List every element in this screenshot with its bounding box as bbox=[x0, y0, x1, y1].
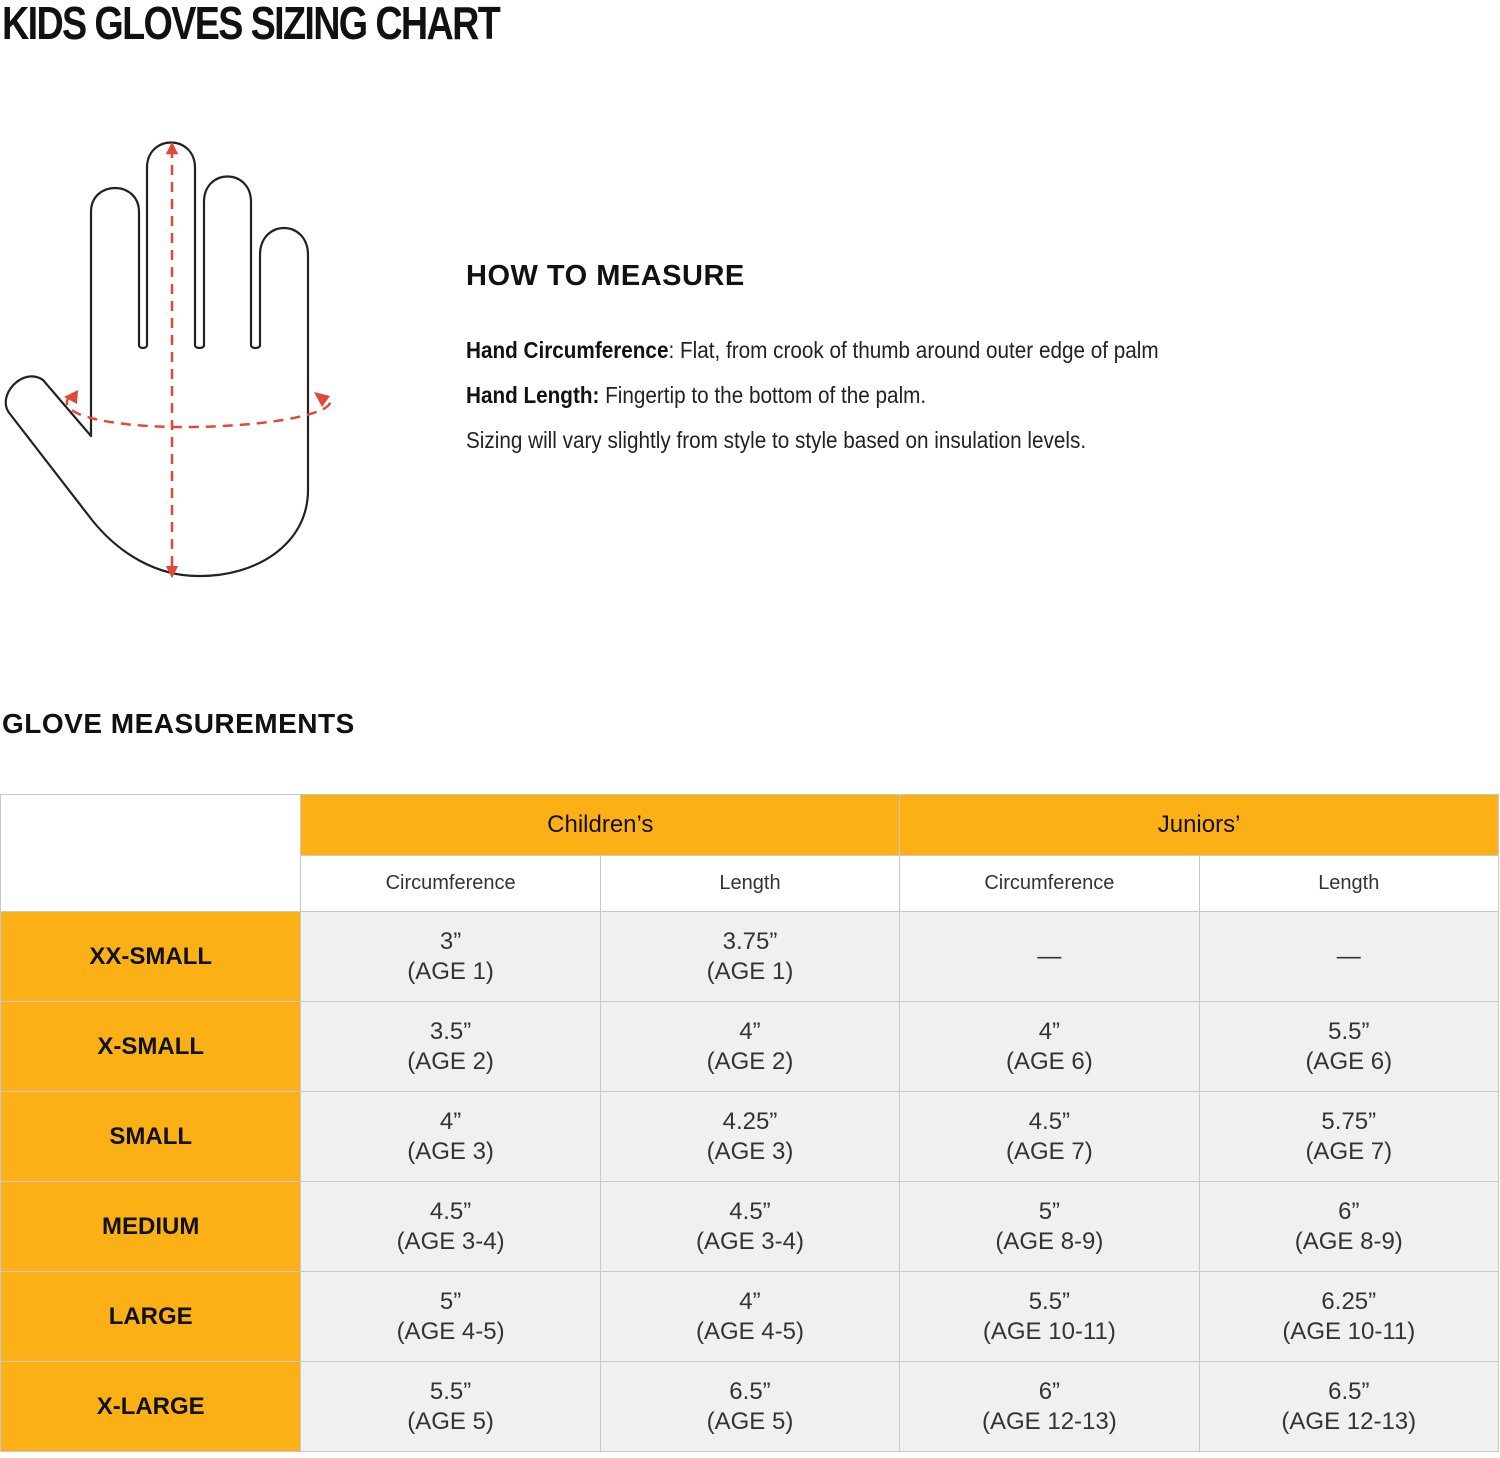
hand-outline bbox=[6, 143, 308, 577]
age-range: (AGE 2) bbox=[407, 1047, 494, 1075]
age-range: (AGE 7) bbox=[1305, 1137, 1393, 1165]
age-range: (AGE 6) bbox=[1305, 1047, 1393, 1075]
size-label: X-SMALL bbox=[1, 1002, 301, 1092]
age-range: (AGE 12-13) bbox=[982, 1407, 1117, 1435]
cell-childrens-circumference bbox=[301, 912, 600, 1002]
age-range: (AGE 4-5) bbox=[695, 1317, 804, 1345]
page-title: KIDS GLOVES SIZING CHART bbox=[2, 0, 500, 49]
measurement-value: 6.5” bbox=[729, 1377, 771, 1405]
cell-juniors-length bbox=[1199, 1362, 1498, 1452]
column-header-childrens-length: Length bbox=[600, 856, 899, 912]
circumference-label: Hand Circumference bbox=[466, 337, 669, 363]
measurement-value: 5” bbox=[1038, 1197, 1061, 1225]
age-range: (AGE 8-9) bbox=[1294, 1227, 1403, 1255]
cell-childrens-length bbox=[600, 912, 899, 1002]
measurement-value: 4” bbox=[1038, 1017, 1061, 1045]
cell-juniors-length bbox=[1199, 912, 1498, 1002]
size-label: X-LARGE bbox=[1, 1362, 301, 1452]
cell-childrens-length bbox=[600, 1092, 899, 1182]
size-label: XX-SMALL bbox=[1, 912, 301, 1002]
hand-outline-icon bbox=[0, 140, 340, 580]
cell-juniors-length bbox=[1199, 1092, 1498, 1182]
size-label: LARGE bbox=[1, 1272, 301, 1362]
column-header-juniors-length: Length bbox=[1199, 856, 1498, 912]
table-row bbox=[1, 1272, 1499, 1362]
age-range: (AGE 5) bbox=[706, 1407, 794, 1435]
column-header-childrens-circumference: Circumference bbox=[301, 856, 600, 912]
measurement-value: 4.25” bbox=[722, 1107, 778, 1135]
measurement-value: 5.5” bbox=[1328, 1017, 1370, 1045]
age-range: (AGE 4-5) bbox=[396, 1317, 505, 1345]
measurement-value: 3” bbox=[439, 927, 462, 955]
measurement-value: 6” bbox=[1038, 1377, 1061, 1405]
measurement-value: 4” bbox=[439, 1107, 462, 1135]
size-label: SMALL bbox=[1, 1092, 301, 1182]
age-range: (AGE 2) bbox=[706, 1047, 794, 1075]
table-row bbox=[1, 1002, 1499, 1092]
cell-childrens-circumference bbox=[301, 1182, 600, 1272]
table-row bbox=[1, 1182, 1499, 1272]
measurement-value: 6” bbox=[1338, 1197, 1360, 1225]
measurement-value: 5.75” bbox=[1321, 1107, 1377, 1135]
measurement-value: 4” bbox=[739, 1017, 761, 1045]
corner-cell bbox=[1, 795, 301, 912]
circumference-instruction bbox=[466, 328, 1159, 373]
age-range: (AGE 1) bbox=[706, 957, 794, 985]
cell-juniors-length bbox=[1199, 1002, 1498, 1092]
length-label: Hand Length: bbox=[466, 382, 600, 408]
table-row bbox=[1, 1092, 1499, 1182]
measurement-value: — bbox=[1037, 942, 1062, 970]
length-text: Fingertip to the bottom of the palm. bbox=[599, 382, 927, 408]
age-range: (AGE 3) bbox=[407, 1137, 494, 1165]
size-label: MEDIUM bbox=[1, 1182, 301, 1272]
age-range: (AGE 6) bbox=[1006, 1047, 1093, 1075]
cell-juniors-length bbox=[1199, 1182, 1498, 1272]
cell-juniors-circumference bbox=[900, 1362, 1199, 1452]
cell-childrens-circumference bbox=[301, 1092, 600, 1182]
measurement-value: 6.5” bbox=[1328, 1377, 1370, 1405]
age-range: (AGE 5) bbox=[407, 1407, 494, 1435]
glove-measurements-heading: GLOVE MEASUREMENTS bbox=[2, 708, 355, 739]
age-range: (AGE 1) bbox=[407, 957, 494, 985]
how-to-measure bbox=[466, 258, 1226, 463]
measurement-value: 4.5” bbox=[1028, 1107, 1071, 1135]
length-instruction bbox=[466, 373, 1150, 418]
cell-childrens-length bbox=[600, 1002, 899, 1092]
cell-juniors-circumference bbox=[900, 1002, 1199, 1092]
sizing-note: Sizing will vary slightly from style to style based on insulation levels. bbox=[466, 427, 1087, 453]
how-to-measure-heading: HOW TO MEASURE bbox=[466, 260, 745, 292]
cell-childrens-length bbox=[600, 1272, 899, 1362]
cell-juniors-length bbox=[1199, 1272, 1498, 1362]
cell-childrens-length bbox=[600, 1362, 899, 1452]
measurement-value: 4.5” bbox=[729, 1197, 771, 1225]
group-header-childrens: Children’s bbox=[301, 795, 900, 856]
age-range: (AGE 7) bbox=[1006, 1137, 1093, 1165]
age-range: (AGE 10-11) bbox=[1282, 1317, 1416, 1345]
cell-childrens-circumference bbox=[301, 1272, 600, 1362]
cell-juniors-circumference bbox=[900, 1272, 1199, 1362]
cell-juniors-circumference bbox=[900, 912, 1199, 1002]
age-range: (AGE 3) bbox=[706, 1137, 794, 1165]
measurement-value: — bbox=[1336, 942, 1361, 970]
age-range: (AGE 3-4) bbox=[396, 1227, 505, 1255]
measurement-value: 5” bbox=[439, 1287, 462, 1315]
age-range: (AGE 12-13) bbox=[1281, 1407, 1417, 1435]
table-row bbox=[1, 912, 1499, 1002]
sizing-table bbox=[0, 794, 1499, 1452]
age-range: (AGE 3-4) bbox=[695, 1227, 804, 1255]
age-range: (AGE 8-9) bbox=[995, 1227, 1104, 1255]
measurement-value: 3.5” bbox=[429, 1017, 472, 1045]
measurement-value: 4” bbox=[739, 1287, 761, 1315]
measurement-value: 5.5” bbox=[1028, 1287, 1071, 1315]
cell-childrens-circumference bbox=[301, 1362, 600, 1452]
cell-juniors-circumference bbox=[900, 1182, 1199, 1272]
measurement-value: 3.75” bbox=[722, 927, 778, 955]
cell-childrens-length bbox=[600, 1182, 899, 1272]
measurement-value: 4.5” bbox=[429, 1197, 472, 1225]
cell-juniors-circumference bbox=[900, 1092, 1199, 1182]
group-header-juniors: Juniors’ bbox=[900, 795, 1499, 856]
cell-childrens-circumference bbox=[301, 1002, 600, 1092]
measurement-value: 6.25” bbox=[1321, 1287, 1377, 1315]
column-header-juniors-circumference: Circumference bbox=[900, 856, 1199, 912]
measurement-value: 5.5” bbox=[429, 1377, 472, 1405]
group-header-row bbox=[1, 795, 1499, 856]
age-range: (AGE 10-11) bbox=[982, 1317, 1116, 1345]
circumference-text: : Flat, from crook of thumb around outer edge of palm bbox=[668, 337, 1159, 363]
table-row bbox=[1, 1362, 1499, 1452]
